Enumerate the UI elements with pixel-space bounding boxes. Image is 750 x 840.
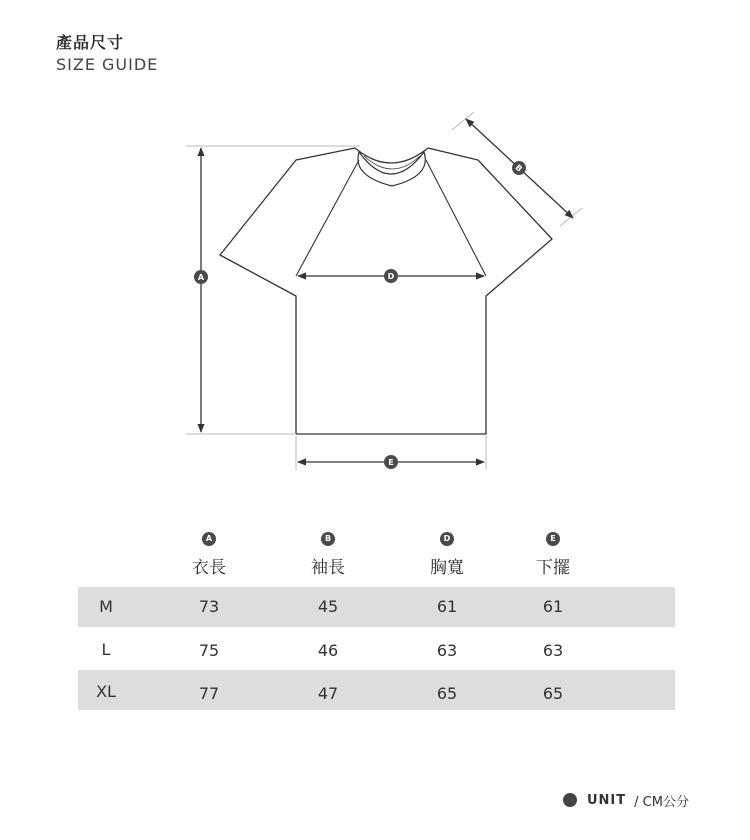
svg-text:D: D <box>387 272 395 281</box>
cell-m-hem: 61 <box>542 597 564 616</box>
cell-m-length: 73 <box>198 597 220 616</box>
marker-e <box>384 455 398 469</box>
col-badge-d: D <box>440 532 454 546</box>
tshirt-outline <box>220 148 552 434</box>
cell-xl-chest: 65 <box>436 684 458 703</box>
unit-value: / CM公分 <box>634 794 689 810</box>
row-size-xl: XL <box>96 682 116 701</box>
cell-l-length: 75 <box>198 641 220 660</box>
cell-xl-length: 77 <box>198 684 220 703</box>
cell-m-sleeve: 45 <box>317 597 339 616</box>
cell-xl-hem: 65 <box>542 684 564 703</box>
col-label-sleeve: 袖長 <box>311 558 345 578</box>
svg-text:E: E <box>388 458 394 467</box>
col-badge-e: E <box>546 532 560 546</box>
page-subtitle: SIZE GUIDE <box>56 55 159 74</box>
page-title: 產品尺寸 <box>56 33 125 52</box>
row-size-l: L <box>101 640 111 659</box>
cell-l-chest: 63 <box>436 641 458 660</box>
svg-text:A: A <box>197 273 205 282</box>
cell-l-sleeve: 46 <box>317 641 339 660</box>
guide-b-top <box>452 112 474 130</box>
cell-m-chest: 61 <box>436 597 458 616</box>
svg-text:B: B <box>513 162 524 174</box>
col-label-length: 衣長 <box>192 558 226 578</box>
marker-b <box>512 161 526 175</box>
cell-l-hem: 63 <box>542 641 564 660</box>
col-label-hem: 下擺 <box>536 558 570 578</box>
marker-d <box>384 269 398 283</box>
unit-key: UNIT <box>587 792 627 808</box>
unit-dot-icon <box>563 793 577 807</box>
cell-xl-sleeve: 47 <box>317 684 339 703</box>
col-badge-b: B <box>321 532 335 546</box>
unit-note <box>563 791 689 809</box>
marker-a <box>194 270 208 284</box>
row-size-m: M <box>99 597 113 616</box>
raglan-seam-right <box>426 160 486 276</box>
raglan-seam-left <box>296 160 359 276</box>
col-badge-a: A <box>202 532 216 546</box>
col-label-chest: 胸寬 <box>430 558 464 578</box>
